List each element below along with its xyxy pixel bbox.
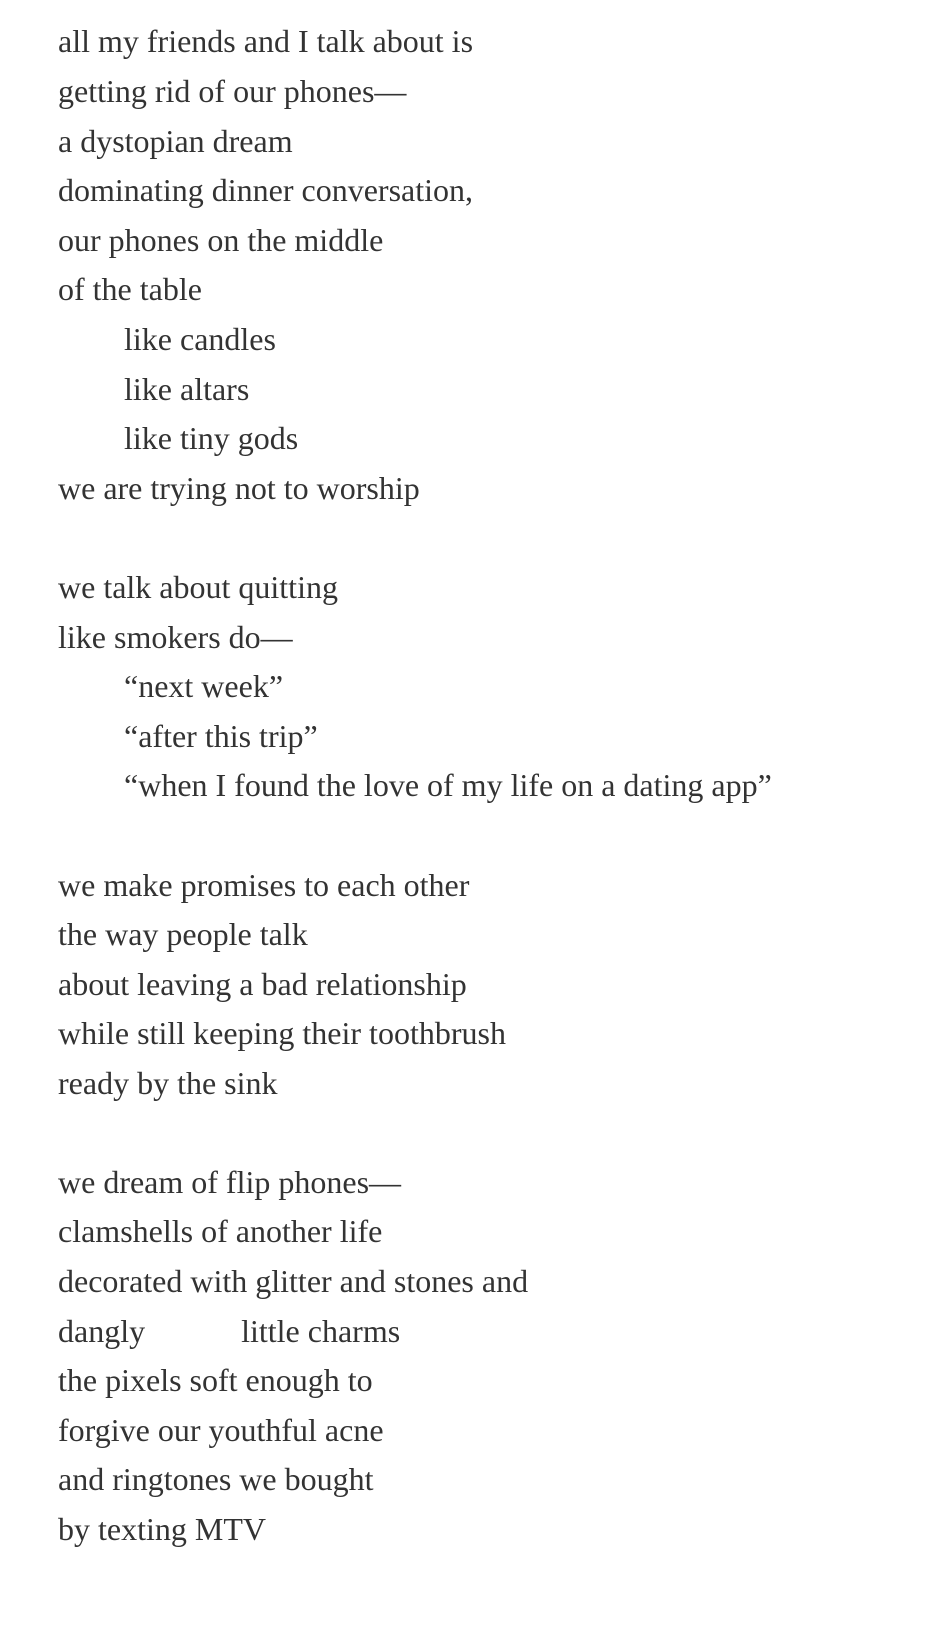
poem-line-indented: “when I found the love of my life on a dating app” [124, 767, 772, 803]
poem-line-indented: like tiny gods [124, 420, 299, 456]
poem-line: the way people talk [58, 916, 308, 952]
poem-line: and ringtones we bought [58, 1461, 374, 1497]
poem-line: clamshells of another life [58, 1213, 383, 1249]
poem-line: we talk about quitting [58, 569, 338, 605]
poem-line-segment: little charms [241, 1313, 401, 1349]
poem-line: of the table [58, 271, 202, 307]
poem-line-segment: dangly [58, 1313, 146, 1349]
poem-line: all my friends and I talk about is [58, 23, 474, 59]
poem-line: forgive our youthful acne [58, 1412, 384, 1448]
poem-line: getting rid of our phones— [58, 73, 407, 109]
poem-line-indented: like candles [124, 321, 276, 357]
poem-line: by texting MTV [58, 1511, 266, 1547]
poem-line: while still keeping their toothbrush [58, 1015, 506, 1051]
poem-line: about leaving a bad relationship [58, 966, 467, 1002]
poem-line: our phones on the middle [58, 222, 384, 258]
poem-line: ready by the sink [58, 1065, 278, 1101]
poem-line-split [58, 1311, 400, 1351]
poem-line: a dystopian dream [58, 123, 293, 159]
poem-line: decorated with glitter and stones and [58, 1263, 529, 1299]
poem-line-indented: like altars [124, 371, 250, 407]
poem-line-indented: “next week” [124, 668, 284, 704]
poem-line: the pixels soft enough to [58, 1362, 373, 1398]
poem-line-indented: “after this trip” [124, 718, 318, 754]
poem-line: we make promises to each other [58, 867, 470, 903]
poem-line: we dream of flip phones— [58, 1164, 402, 1200]
poem-line: like smokers do— [58, 619, 293, 655]
poem-line: dominating dinner conversation, [58, 172, 474, 208]
poem-line: we are trying not to worship [58, 470, 420, 506]
